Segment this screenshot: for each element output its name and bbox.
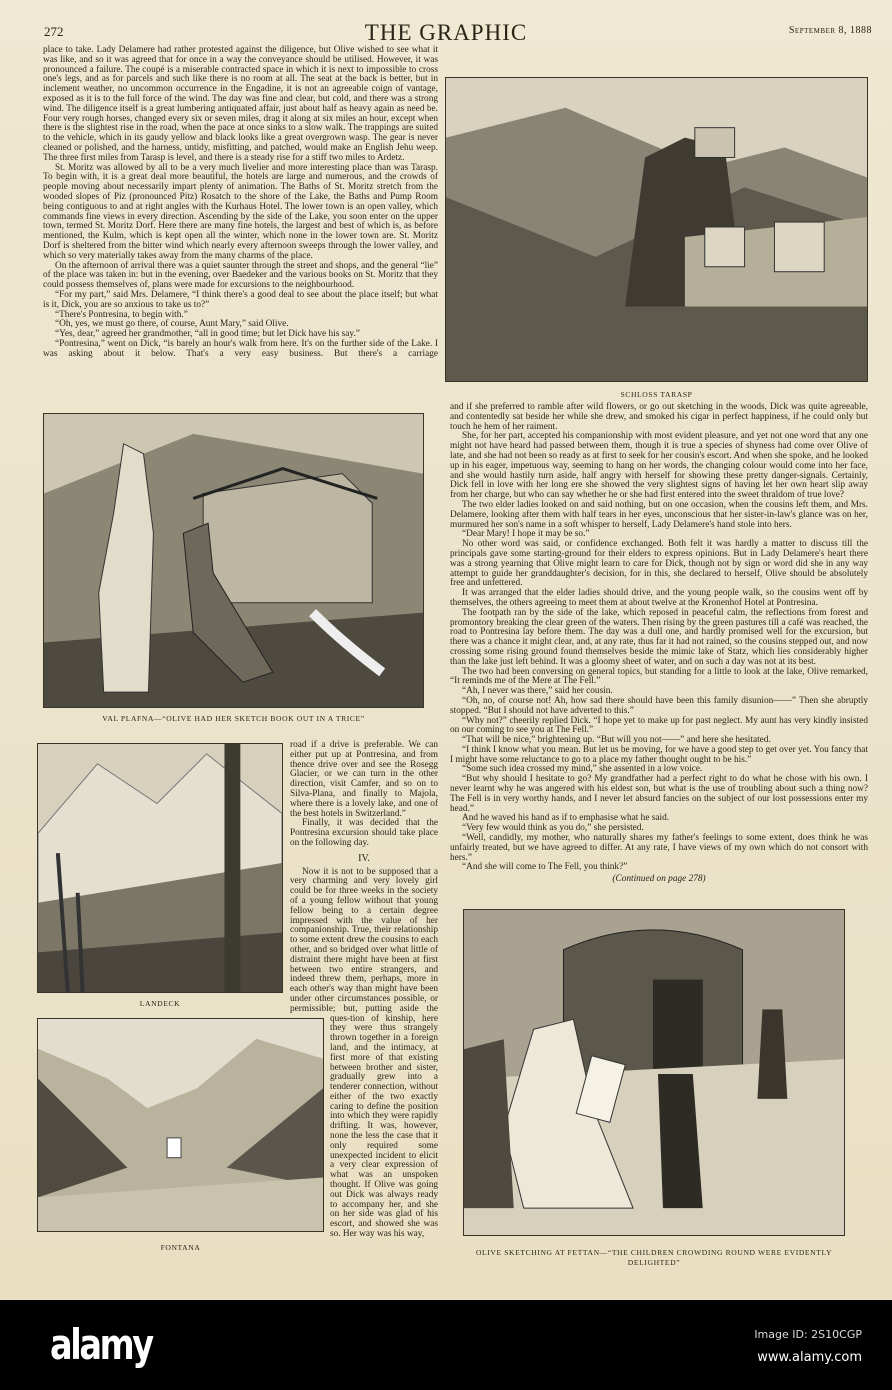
paragraph: She, for her part, accepted his companionship with most evident pleasure, and yet not one word that any one might not have heard had passed between them, though it is true a species of shyness had come over Olive of late, and she had not been so ready as at first to seek for her cousin's escort. And when she spoke, and he looked up in his eager, impetuous way, seeming to hang on her words, the changing colour would come into her face, and she would hastily turn aside, half angry with herself for showing these pretty danger-signals. Certainly, Dick fell in love with her long ere she showed the very slightest signs of having let her own heart slip away from her charge, but who can say whether he or she had first entered into the sweet thraldom of true love? [450, 431, 868, 501]
paragraph: “But why should I hesitate to go? My grandfather had a perfect right to do what he chose with his own. I never learnt why he was angered with his eldest son, but what is the use of troubling about such a thing now? The Fell is in very worthy hands, and I never let absurd fancies on the subject of our lost possessions enter my head.” [450, 774, 868, 814]
chapter-heading: IV. [358, 852, 370, 864]
paragraph: St. Moritz was allowed by all to be a very much livelier and more interesting place than was Tarasp. To begin with, it is a great deal more beautiful, the hotels are large and numerous, and the crowds of people moving about necessarily impart plenty of animation. The Baths of St. Moritz stretch from the wooded slopes of Piz (pronounced Pitz) Rosatch to the shore of the Lake, the Baths and Pump Room being contiguous to and at right angles with the Kurhaus Hotel. The lower town is an open valley, which commands fine views in every direction. Ascending by the side of the Lake, you soon enter on the upper town, termed St. Moritz Dorf. Here there are many fine hotels, the largest and best of which is, as before mentioned, the Kulm, which is kept open all the winter, which none in the lower town are. St. Moritz Dorf is sheltered from the bitter wind which nearly every afternoon sweeps through the lower valley, and which so very materially takes away from the many charms of the place. [43, 162, 438, 261]
paragraph: The footpath ran by the side of the lake, which reposed in peaceful calm, the reflections from forest and promontory breaking the clear green of the waters. Then rising by the green pastures till a café was reached, the road to Pontresina lay before them. The day was a dull one, and hardly promised well for the excursion, but there was a chance it might clear, and, at any rate, thus far it had not rained, so the cousins stepped out, and now crossing some rising ground found themselves beside the mimic lake of Statz, which lies considerably higher than the lake just left behind. It was a gloomy sheet of water, and on such a day was not at its best. [450, 607, 868, 667]
paragraph: road if a drive is preferable. We can either put up at Pontresina, and from thence drive over and see the Rosegg Glacier, or we can turn in the other direction, visit Camfer, and so on to Silva-Plana, and finally to Majola, where there is a lovely lake, and one of the best hotels in Switzerland.” [290, 740, 438, 819]
illustration-schloss-tarasp [445, 77, 868, 382]
paragraph: On the afternoon of arrival there was a quiet saunter through the street and shops, and the general “lie” of the place was taken in: but in the evening, over Baedeker and the various books on St. Moritz that they could possess themselves of, plans were made for excursions to the neighbourhood. [43, 260, 438, 291]
paragraph: “Yes, dear,” agreed her grandmother, “all in good time; but let Dick have his say.” [55, 329, 360, 340]
paragraph: and if she preferred to ramble after wild flowers, or go out sketching in the woods, Dick was quite agreeable, and contentedly sat beside her while she drew, and smoked his cigar in perfect happiness, if he could only but touch he hem of her raiment. [450, 402, 868, 432]
paragraph: “Some such idea crossed my mind,” she assented in a low voice. [462, 764, 703, 775]
paragraph: “Very few would think as you do,” she persisted. [462, 823, 644, 834]
paragraph: Finally, it was decided that the Pontresina excursion should take place on the following day. [290, 818, 438, 848]
paragraph: place to take. Lady Delamere had rather protested against the diligence, but Olive wished to see what it was like, and so it was agreed that for once in a way the conveyance should be utilised. However, it was pronounced a failure. The coupé is a miserable contracted space in which it is next to impossible to cross one's legs, and as for parcels and such like there is no room at all. The seat at the back is better, but in inclement weather, no uncommon occurrence in the Engadine, it is not an agreeable coign of vantage, exposed as it is to the full force of the wind. The day was fine and clear, but cold, and there was a strong wind. The diligence itself is a great lumbering antiquated affair, just about half as heavy again as need be. Four very rough horses, changed every six or seven miles, drag it along at six miles an hour, except when there is the slightest rise in the road, when the pace at once sinks to a slow walk. The trappings are suited to the vehicle, which in its gaudy yellow and black looks like a great overgrown wasp. The gear is never cleaned or polished, and the harness, untidy, misfitting, and patched, would make an English Jehu weep. The three first miles from Tarasp is level, and there is a steady rise for a stiff two miles to Ardetz. [43, 45, 438, 163]
caption-schloss-tarasp: SCHLOSS TARASP [620, 390, 693, 399]
paragraph: “There's Pontresina, to begin with.” [55, 309, 188, 320]
paragraph: “I think I know what you mean. But let us be moving, for we have a good step to get over yet. You fancy that I might have some reluctance to go to a place my father thought ought to be his.” [450, 744, 868, 765]
paragraph: The two elder ladies looked on and said nothing, but on one occasion, when the cousins left them, and Mrs. Delamere, looking after them with half tears in her eyes, unconscious that her sister-in-law's glance was on her, murmured her son's name in a soft whisper to herself, Lady Delamere's hand stole into hers. [450, 499, 868, 530]
paragraph: “Ah, I never was there,” said her cousin. [462, 686, 613, 697]
paragraph: The two had been conversing on general topics, but standing for a little to look at the lake, Olive remarked, “It reminds me of the Mere at The Fell.” [450, 666, 868, 687]
wrap-spacer-image [290, 1018, 330, 1248]
paragraph: It was arranged that the elder ladies should drive, and the young people walk, so the cousins went off by themselves, the others agreeing to meet them at about twelve at the Kronenhof Hotel at Pontresina. [450, 588, 868, 608]
continued-note: (Continued on page 278) [612, 874, 706, 885]
paragraph-part-continued: tion of kinship, here they were thus strangely thrown together in a foreign land, and the intimacy, at first more of that existing between brother and sister, gradually grew into a tenderer connection, without either of the two exactly caring to define the position into which they were rapidly drifting. It was, however, none the less the case that it only required some unexpected incident to elicit a very clear expression of what was an unspoken thought. If Olive was going out Dick was always ready to accompany her, and she on her side was glad of his escort, and showed she was so. Her way was his way, [330, 1013, 438, 1240]
paragraph: “Why not?” cheerily replied Dick. “I hope yet to make up for past neglect. My aunt has very kindly insisted on our coming to see you at The Fell.” [450, 715, 868, 736]
article-column-narrow [290, 741, 438, 1248]
caption-landeck: LANDECK [139, 999, 181, 1008]
website-url: www.alamy.com [757, 1350, 862, 1365]
paragraph: “Pontresina,” went on Dick, “is barely an hour's walk from here. It's on the further side of the Lake. I was asking about it below. That's a very easy business. But there's a carriage [43, 338, 438, 359]
paragraph: “That will be nice,” brightening up. “But will you not——” and here she hesitated. [462, 735, 771, 746]
paragraph: And he waved his hand as if to emphasise what he said. [462, 813, 670, 824]
paragraph: “Dear Mary! I hope it may be so.” [462, 529, 590, 540]
caption-fontana: FONTANA [160, 1243, 201, 1252]
paragraph-part: Now it is not to be supposed that a very charming and very lovely girl could be for three weeks in the society of a young fellow without that young fellow being to a certain degree impressed with the value of her companionship. True, their relationship to some extent drew the cousins to each other, and so bridged over what little of distraint there might have been at first between two entire strangers, and indeed threw them, perhaps, more in each other's way than might have been under other circumstances possible, or permissible; but, putting aside the ques- [290, 866, 438, 1024]
image-id: Image ID: 2S10CGP [754, 1328, 862, 1341]
caption-val-plafna: VAL PLAFNA—“OLIVE HAD HER SKETCH BOOK OUT IN A TRICE” [102, 714, 365, 723]
illustration-val-plafna [43, 413, 424, 708]
issue-date: September 8, 1888 [788, 25, 872, 36]
article-column-left [43, 46, 438, 360]
paragraph: “And she will come to The Fell, you think?” [462, 862, 628, 873]
illustration-landeck [37, 743, 283, 993]
illustration-olive-sketching-at-fettan [463, 909, 845, 1236]
alamy-logo: alamy [50, 1320, 152, 1369]
paragraph: “For my part,” said Mrs. Delamere, “I think there's a good deal to see about the place itself; but what is it, Dick, you are so anxious to take us to?” [43, 289, 438, 310]
paragraph: “Well, candidly, my mother, who naturally shares my father's feelings to some extent, does think he was unfairly treated, but we have agreed to differ. At any rate, I have views of my own which do not consort with hers.” [450, 833, 868, 863]
paragraph: No other word was said, or confidence exchanged. Both felt it was hardly a matter to discuss till the principals gave some starting-ground for their elders to express opinions. But in Lady Delamere's heart there was a strong yearning that Olive might learn to care for Dick, though not by sign or word did she in any way attempt to guide her granddaughter's decision, for in this, she declared to herself, Olive should be absolutely free and unfettered. [450, 539, 868, 589]
page-number: 272 [44, 24, 64, 39]
caption-fettan: OLIVE SKETCHING AT FETTAN—“THE CHILDREN CROWDING ROUND WERE EVIDENTLY DELIGHTED” [475, 1248, 833, 1267]
paragraph: “Oh, yes, we must go there, of course, Aunt Mary,” said Olive. [55, 319, 289, 330]
article-column-right [450, 403, 868, 885]
watermark-footer-bar [0, 1300, 892, 1390]
paragraph: “Oh, no, of course not! Ah, how sad there should have been this family disunion——” Then she abruptly stopped. “But I should not have adverted to this.” [450, 695, 868, 716]
illustration-fontana [37, 1018, 324, 1232]
masthead-title: THE GRAPHIC [364, 20, 528, 45]
